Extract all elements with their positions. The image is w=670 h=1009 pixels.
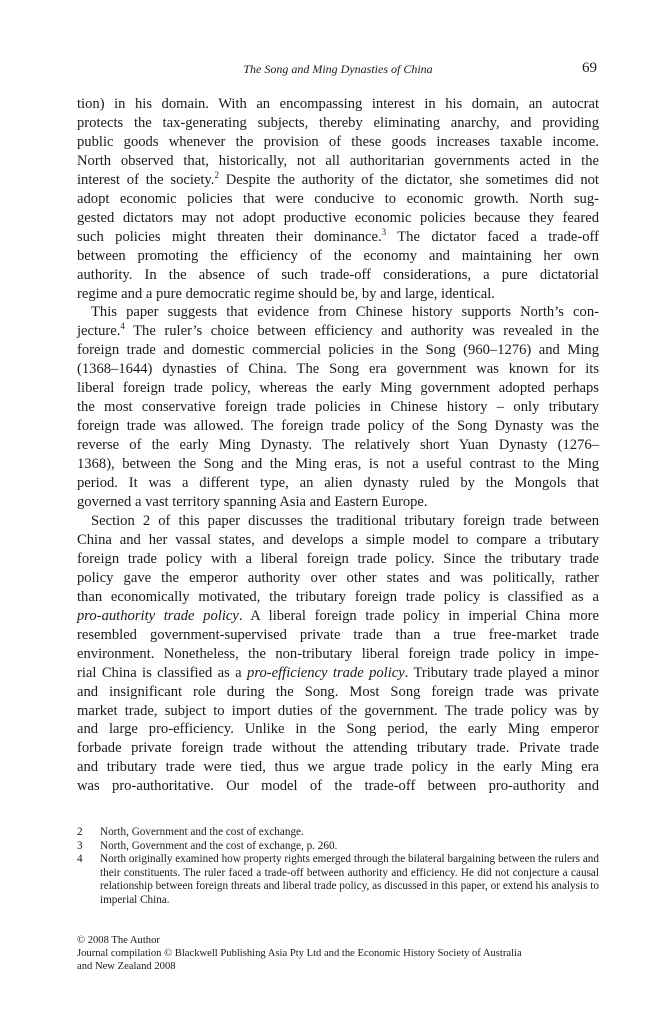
text-run: This paper suggests that evidence from Chinese history supports North’s con-	[91, 304, 599, 321]
text-run: Despite the authority of the dictator, she sometimes did not	[218, 171, 599, 188]
italic-term: pro-efficiency trade policy	[247, 664, 405, 681]
text-line	[77, 702, 599, 721]
text-run: . Tributary trade played a minor	[404, 664, 599, 681]
text-run: liberal foreign trade policy, whereas the early Ming government adopted perhaps	[77, 380, 599, 397]
footnote-text: North, Government and the cost of exchange, p. 260.	[100, 839, 338, 852]
text-line	[77, 683, 599, 702]
text-run: was pro-authoritative. Our model of the trade-off between pro-authority and	[77, 778, 599, 795]
text-line	[77, 512, 599, 531]
text-line	[77, 322, 599, 341]
text-line	[77, 550, 599, 569]
text-line	[77, 436, 599, 455]
running-header	[77, 62, 599, 80]
text-line	[77, 152, 599, 171]
text-line	[77, 777, 599, 796]
text-line	[77, 607, 599, 626]
text-line	[77, 720, 599, 739]
text-line	[77, 531, 599, 550]
text-line	[77, 474, 599, 493]
text-run: China and her vassal states, and develops a simple model to compare a tributary	[77, 531, 599, 548]
text-line	[77, 228, 599, 247]
footnote-ref: 2	[214, 169, 219, 180]
text-run: resembled government-supervised private trade than a true free-market trade	[77, 626, 599, 643]
text-run: rial China is classified as a	[77, 664, 248, 681]
text-line	[77, 379, 599, 398]
text-line	[77, 114, 599, 133]
text-run: and large pro-efficiency. Unlike in the Song period, the early Ming emperor	[77, 721, 599, 738]
footnote-number: 3	[77, 839, 83, 852]
text-run: . A liberal foreign trade policy in imperial China more	[238, 607, 599, 624]
text-run: environment. Nonetheless, the non-tributary liberal foreign trade policy in impe-	[77, 645, 599, 662]
text-run: forbade private foreign trade without the attending tributary trade. Private trade	[77, 740, 599, 757]
footnote	[77, 840, 599, 854]
text-line	[77, 588, 599, 607]
text-run: The ruler’s choice between efficiency and authority was revealed in the	[124, 323, 599, 340]
text-run: reverse of the early Ming Dynasty. The relatively short Yuan Dynasty (1276–	[77, 437, 599, 454]
running-title: The Song and Ming Dynasties of China	[243, 62, 433, 76]
text-run: North observed that, historically, not all authoritarian governments acted in the	[77, 152, 599, 169]
text-line	[77, 645, 599, 664]
text-run: such policies might threaten their dominance.	[77, 228, 382, 245]
text-line	[77, 493, 599, 512]
text-line	[77, 266, 599, 285]
text-line	[77, 569, 599, 588]
text-line	[77, 190, 599, 209]
text-line	[77, 285, 599, 304]
text-run: between promoting the efficiency of the economy and maintaining her own	[77, 247, 599, 264]
text-run: and tributary trade were tied, thus we argue trade policy in the early Ming era	[77, 759, 599, 776]
text-line	[77, 209, 599, 228]
text-line	[77, 398, 599, 417]
text-run: foreign trade policy with a liberal foreign trade policy. Since the tributary trade	[77, 550, 599, 567]
text-run: protects the tax-generating subjects, thereby eliminating anarchy, and providing	[77, 114, 599, 131]
footnote-ref: 3	[381, 226, 387, 237]
journal-compilation-cont: and New Zealand 2008	[77, 961, 176, 972]
text-run: adopt economic policies that were conducive to economic growth. North sug-	[77, 190, 599, 207]
footnote-number: 4	[77, 853, 83, 866]
footnote	[77, 853, 599, 907]
text-run: The dictator faced a trade-off	[386, 228, 599, 245]
text-line	[77, 739, 599, 758]
page-number: 69	[582, 60, 597, 76]
text-line	[77, 360, 599, 379]
text-run: authority. In the absence of such trade-off considerations, a pure dictatorial	[77, 266, 599, 283]
text-run: market trade, subject to import duties of the government. The trade policy was by	[77, 702, 599, 719]
text-line	[77, 247, 599, 266]
italic-term: pro-authority trade policy	[77, 607, 239, 624]
text-run: public goods whenever the provision of these goods increases taxable income.	[77, 133, 599, 150]
text-run: governed a vast territory spanning Asia and Eastern Europe.	[77, 494, 428, 511]
footnote-text: North originally examined how property rights emerged through the bilateral bargaining between the rulers and their constituents. The ruler faced a trade-off between authority and efficiency. He did not conjecture a causal relationship between foreign threats and liberal trade policy, as discussed in this paper, or extend his analysis to imperial China.	[100, 853, 599, 906]
text-run: Section 2 of this paper discusses the traditional tributary foreign trade between	[91, 512, 599, 529]
text-line	[77, 417, 599, 436]
text-run: (1368–1644) dynasties of China. The Song era government was known for its	[77, 361, 599, 378]
text-run: than economically motivated, the tributary foreign trade policy is classified as a	[77, 588, 599, 605]
journal-compilation: Journal compilation © Blackwell Publishing Asia Pty Ltd and the Economic History Society of Australia	[77, 948, 522, 959]
footnote-number: 2	[77, 826, 83, 838]
text-run: 1368), between the Song and the Ming eras, is not a useful contrast to the Ming	[77, 456, 599, 473]
text-run: foreign trade and domestic commercial policies in the Song (960–1276) and Ming	[77, 342, 599, 359]
text-line	[77, 133, 599, 152]
footnote	[77, 826, 599, 840]
text-run: interest of the society.	[77, 171, 215, 188]
copyright-footer	[77, 934, 607, 973]
text-line	[77, 455, 599, 474]
text-run: and insignificant role during the Song. Most Song foreign trade was private	[77, 683, 599, 700]
text-run: policy gave the emperor authority over other states and was politically, rather	[77, 569, 599, 586]
text-line	[77, 95, 599, 114]
footnotes	[77, 826, 599, 908]
text-run: the most conservative foreign trade policies in Chinese history – only tributary	[77, 399, 599, 416]
text-run: foreign trade was allowed. The foreign trade policy of the Song Dynasty was the	[77, 418, 599, 435]
text-line	[77, 303, 599, 322]
text-run: period. It was a different type, an alien dynasty ruled by the Mongols that	[77, 475, 599, 492]
body-text	[77, 95, 599, 796]
text-run: regime and a pure democratic regime should be, by and large, identical.	[77, 285, 495, 302]
text-line	[77, 758, 599, 777]
text-run: gested dictators may not adopt productive economic policies because they feared	[77, 209, 599, 226]
copyright-author: © 2008 The Author	[77, 935, 160, 946]
text-line	[77, 664, 599, 683]
text-line	[77, 171, 599, 190]
text-run: jecture.	[77, 323, 121, 340]
footnote-ref: 4	[120, 321, 125, 332]
text-line	[77, 626, 599, 645]
text-run: tion) in his domain. With an encompassing interest in his domain, an autocrat	[77, 96, 599, 112]
footnote-text: North, Government and the cost of exchange.	[100, 826, 304, 838]
text-line	[77, 341, 599, 360]
